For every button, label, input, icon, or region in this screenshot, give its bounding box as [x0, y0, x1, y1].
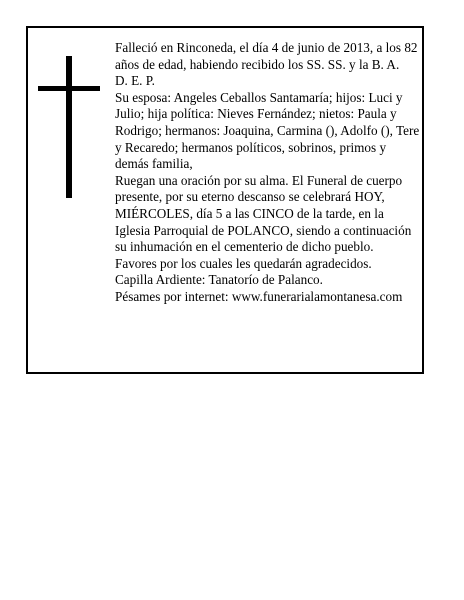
funeral-details: Ruegan una oración por su alma. El Funeral de cuerpo presente, por su eterno descanso se celebrará HOY, MIÉRCOLES, día 5 a las CINCO de la tarde, en la Iglesia Parroquial de POLANCO, siendo a continuación su inhumación en el cementerio de dicho pueblo.: [115, 172, 412, 255]
death-announcement: Falleció en Rinconeda, el día 4 de junio de 2013, a los 82 años de edad, habiendo recibido los SS. SS. y la B. A.: [115, 40, 418, 72]
cross-vertical-bar: [66, 56, 72, 198]
obituary-notice: [26, 26, 424, 374]
condolences-line: Pésames por internet: www.funerarialamontanesa.com: [115, 288, 403, 304]
cross-icon: [38, 56, 100, 198]
chapel-line: Capilla Ardiente: Tanatorío de Palanco.: [115, 272, 323, 288]
thanks-line: Favores por los cuales les quedarán agradecidos.: [115, 255, 372, 271]
family-list: Su esposa: Angeles Ceballos Santamaría; hijos: Luci y Julio; hija política: Nieves Fernández; nietos: Paula y Rodrigo; hermanos: Joaquina, Carmina (), Adolfo (), Tere y Recaredo; hermanos políticos, sobrinos, primos y demás familia,: [115, 89, 420, 172]
rest-in-peace: D. E. P.: [115, 73, 155, 89]
notice-text: [115, 40, 421, 306]
cross-horizontal-bar: [38, 86, 100, 91]
